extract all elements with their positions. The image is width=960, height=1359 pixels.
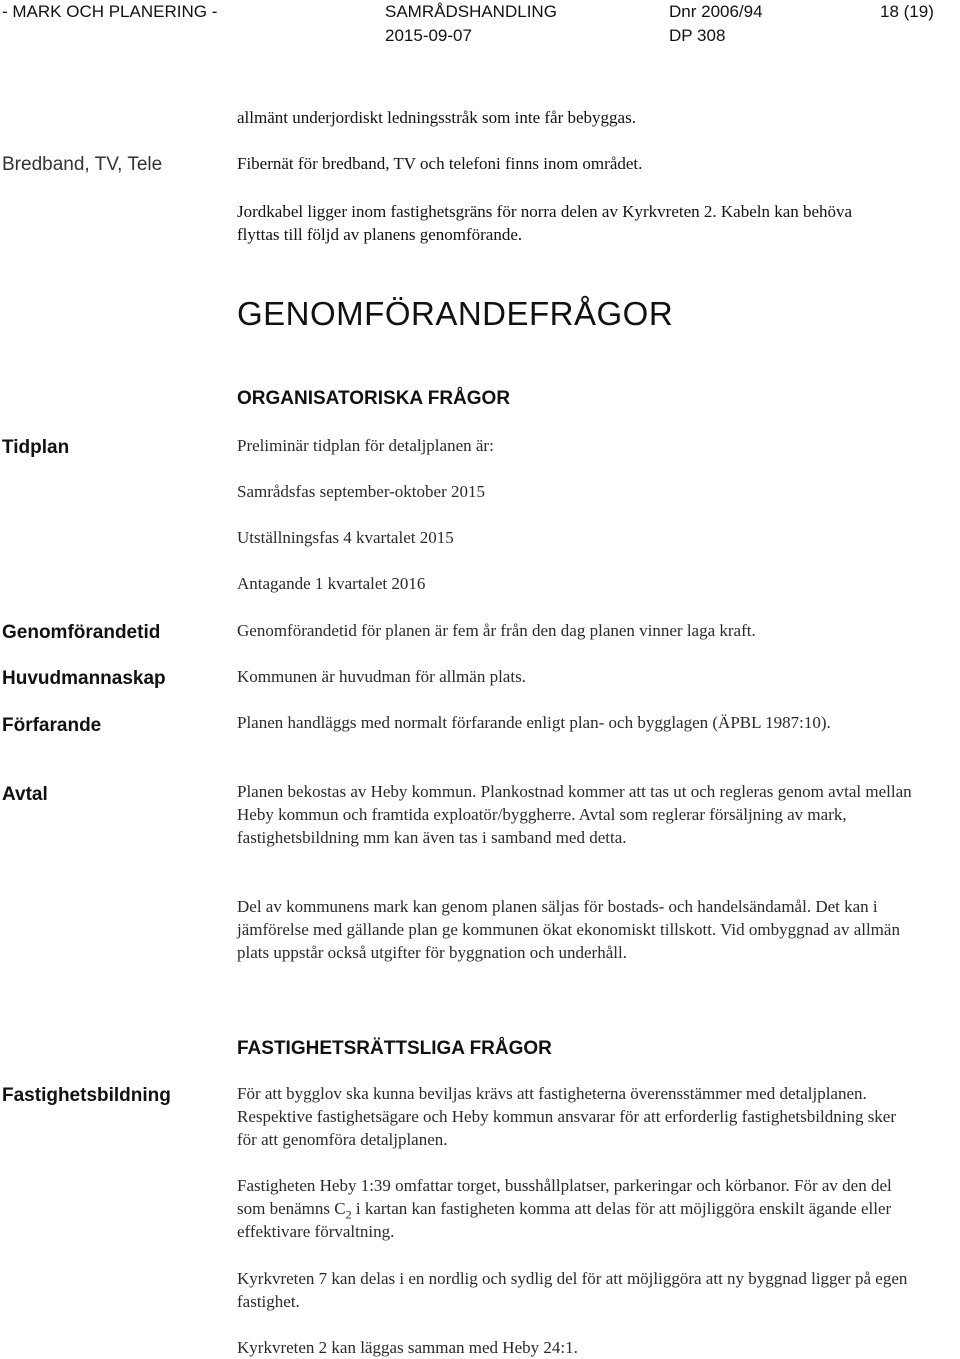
jordkabel-text: Jordkabel ligger inom fastighetsgräns för norra delen av Kyrkvreten 2. Kabeln kan behöva flyttas till följd av planens genomförande.	[237, 202, 853, 244]
label-huvudmannaskap: Huvudmannaskap	[2, 668, 166, 689]
fastighetsbildning-text-2b: i kartan kan fastigheten komma att delas för att möjliggöra enskilt ägande eller effektivare förvaltning.	[237, 1199, 892, 1241]
label-avtal: Avtal	[2, 784, 48, 805]
huvudmannaskap-text: Kommunen är huvudman för allmän plats.	[237, 667, 526, 686]
subsection-title-organisatoriska: ORGANISATORISKA FRÅGOR	[237, 388, 511, 409]
fastighetsbildning-text-2a: Fastigheten Heby 1:39 omfattar torget, busshållplatser, parkeringar och körbanor. För av den del som benämns C	[237, 1176, 892, 1218]
avtal-text-1: Planen bekostas av Heby kommun. Plankostnad kommer att tas ut och regleras genom avtal mellan Heby kommun och framtida exploatör/byggherre. Avtal som reglerar försäljning av mark, fastighetsbildning mm kan även tas i samband med detta.	[237, 782, 912, 847]
label-fastighetsbildning: Fastighetsbildning	[2, 1085, 171, 1106]
header-date: 2015-09-07	[385, 26, 472, 45]
tidplan-phase-antagande: Antagande 1 kvartalet 2016	[237, 574, 426, 593]
header-document-type: SAMRÅDSHANDLING	[385, 2, 557, 21]
avtal-text-2: Del av kommunens mark kan genom planen säljas för bostads- och handelsändamål. Det kan i jämförelse med gällande plan ge kommunen ökat ekonomiskt tillskott. Vid ombyggnad av allmän plats uppstår också utgifter för byggnation och underhåll.	[237, 897, 900, 962]
fastighetsbildning-text-1: För att bygglov ska kunna beviljas krävs att fastigheterna överensstämmer med detaljplanen. Respektive fastighetsägare och Heby kommun ansvarar för att erforderlig fastighetsbildning sker för att genomföra detaljplanen.	[237, 1084, 897, 1149]
ledningsstrak-text: allmänt underjordiskt ledningsstråk som inte får bebyggas.	[237, 108, 636, 127]
forfarande-text: Planen handläggs med normalt förfarande enligt plan- och bygglagen (ÄPBL 1987:10).	[237, 713, 831, 732]
label-bredband: Bredband, TV, Tele	[2, 154, 163, 175]
header-dnr: Dnr 2006/94	[669, 2, 763, 21]
header-page-number: 18 (19)	[880, 2, 934, 21]
fastighetsbildning-text-4: Kyrkvreten 2 kan läggas samman med Heby 24:1.	[237, 1338, 578, 1357]
label-genomforandetid: Genomförandetid	[2, 622, 161, 643]
tidplan-phase-utstallning: Utställningsfas 4 kvartalet 2015	[237, 528, 454, 547]
header-dp-number: DP 308	[669, 26, 726, 45]
label-forfarande: Förfarande	[2, 715, 102, 736]
subscript-c2: 2	[345, 1207, 352, 1222]
header-department: - MARK OCH PLANERING -	[2, 2, 218, 21]
subsection-title-fastighetsrattsliga: FASTIGHETSRÄTTSLIGA FRÅGOR	[237, 1038, 552, 1059]
genomforandetid-text: Genomförandetid för planen är fem år från den dag planen vinner laga kraft.	[237, 621, 756, 640]
fastighetsbildning-text-2	[237, 1174, 912, 1243]
tidplan-phase-samrad: Samrådsfas september-oktober 2015	[237, 482, 485, 501]
section-title: GENOMFÖRANDEFRÅGOR	[237, 295, 674, 332]
fastighetsbildning-text-3: Kyrkvreten 7 kan delas i en nordlig och sydlig del för att möjliggöra att ny byggnad ligger på egen fastighet.	[237, 1269, 908, 1311]
label-tidplan: Tidplan	[2, 437, 70, 458]
bredband-text: Fibernät för bredband, TV och telefoni finns inom området.	[237, 154, 643, 173]
tidplan-intro: Preliminär tidplan för detaljplanen är:	[237, 436, 494, 455]
